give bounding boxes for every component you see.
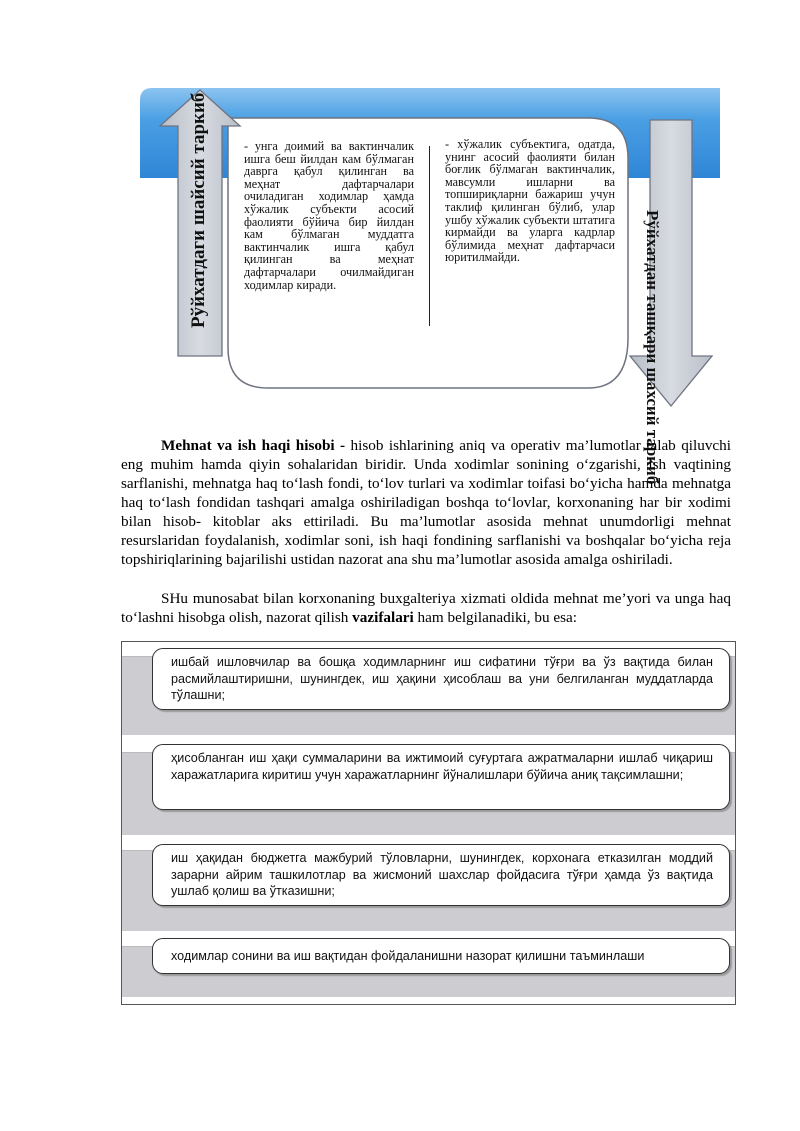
paragraph-body: hisob ishlarining aniq va operativ ma’lumotlar talab qiluvchi eng muhim hamda qiyin sohalaridan biridir. Unda xodimlar sonining o‘zgarishi, ish vaqtining sarflanishi, mehnatga haq to‘lash fondi, to‘lov turlari va xodimlar toifasi bo‘yicha hamda mehnatga haq to‘lash fondidan tashqari amalga oshiriladigan boshqa to‘lovlar, korxonaning har bir xodimi bilan hisob- kitoblar aks ettiriladi. Bu ma’lumotlar asosida mehnat unumdorligi mehnat resurslaridan foydalanish, xodimlar soni, ish haqi fondining sarflanishi va boshqalar bo‘yicha reja topshiriqlarining bajarilishi ustidan nazorat ana shu ma’lumotlar asosida amalga oshiriladi. (121, 437, 731, 568)
left-column-text: - унга доимий ва вактинчалик ишга беш йилдан кам бўлмаган даврга қабул қилинган ва меҳнат дафтарчалари очиладиган ходимлар ҳамда хўжалик субъекти асосий фаолияти бўйича бир йилдан кам бўлмаган муддатга вактинчалик ишга қабул қилинган ва меҳнат дафтарчалари очилмайдиган ходимлар киради. (244, 139, 414, 292)
column-divider (429, 146, 430, 326)
right-arrow-label: Рўйхатдан ташқари шахсий таркиб (643, 210, 662, 485)
right-column-text: - хўжалик субъектига, одатда, унинг асосий фаолияти билан боғлик бўлмаган вактинчалик, мавсумли ишларни ва топшириқларни бажариш учун таклиф қилинган бўлиб, улар ушбу хўжалик субъекти штатига кирмайди ва уларга кадрлар бўлимида меҳнат дафтарчаси юритилмайди. (445, 137, 615, 265)
duty-item: ҳисобланган иш ҳақи суммаларини ва ижтимоий суғуртага ажратмаларни ишлаб чиқариш харажатларига киритиш учун харажатларнинг йўналишлари бўйича аниқ тақсимлашни; (152, 744, 730, 810)
paragraph-bold-word: vazifalari (352, 609, 414, 626)
paragraph-text-after: ham belgilanadiki, bu esa: (413, 609, 577, 626)
duty-item: ишбай ишловчилар ва бошқа ходимларнинг иш сифатини тўғри ва ўз вақтида билан расмийлаштиришни, шунингдек, иш ҳақини ҳисоблаш ва уни белгиланган муддатларда тўлашни; (152, 648, 730, 710)
duty-item: ходимлар сонини ва иш вақтидан фойдаланишни назорат қилишни таъминлаши (152, 938, 730, 974)
paragraph-vazifalar (121, 589, 731, 627)
paragraph-lead-bold: Mehnat va ish haqi hisobi - (161, 437, 346, 454)
duties-list (121, 641, 736, 1005)
paragraph-text-before: SHu munosabat bilan korxonaning buxgalteriya xizmati oldida mehnat me’yori va unga haq to‘lashni hisobga olish, nazorat qilish (121, 590, 731, 626)
left-arrow-label: Рўйхатдаги шайсий таркиб (188, 92, 209, 328)
duty-item: иш ҳақидан бюджетга мажбурий тўловларни, шунингдек, корхонага етказилган моддий зарарни айрим ташкилотлар ва жисмоний шахслар фойдасига тўғри ҳамда ўз вақтида ушлаб қолиш ва ўтказишни; (152, 844, 730, 906)
paragraph-mehnat-hisobi (121, 436, 731, 569)
